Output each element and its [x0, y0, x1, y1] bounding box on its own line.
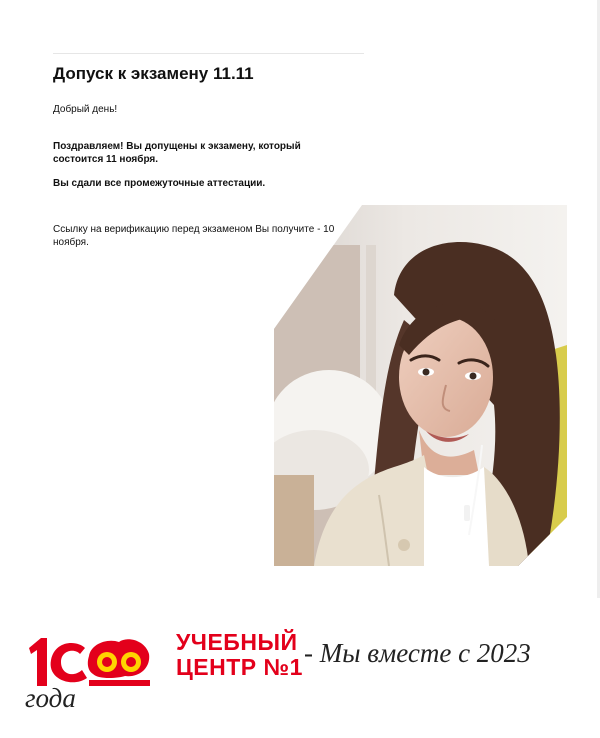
slogan-text-continued: года: [25, 683, 76, 713]
greeting-text: Добрый день!: [53, 104, 118, 115]
congrats-text: Поздравляем! Вы допущены к экзамену, который состоится 11 ноября.: [53, 141, 301, 165]
training-center-label: [176, 630, 303, 680]
instructor-photo: [274, 205, 567, 566]
training-center-line2: ЦЕНТР №1: [176, 654, 303, 680]
verification-info-text: Ссылку на верификацию перед экзаменом Вы получите - 10 ноября.: [53, 224, 335, 248]
portrait-illustration: [274, 205, 567, 566]
email-top-divider: [53, 53, 364, 54]
training-center-line1: УЧЕБНЫЙ: [176, 629, 298, 655]
attestation-status-text: Вы сдали все промежуточные аттестации.: [53, 178, 266, 189]
email-title: Допуск к экзамену 11.11: [53, 64, 254, 83]
footer-banner: [0, 620, 600, 738]
slogan-text: - Мы вместе с 2023: [304, 638, 531, 668]
